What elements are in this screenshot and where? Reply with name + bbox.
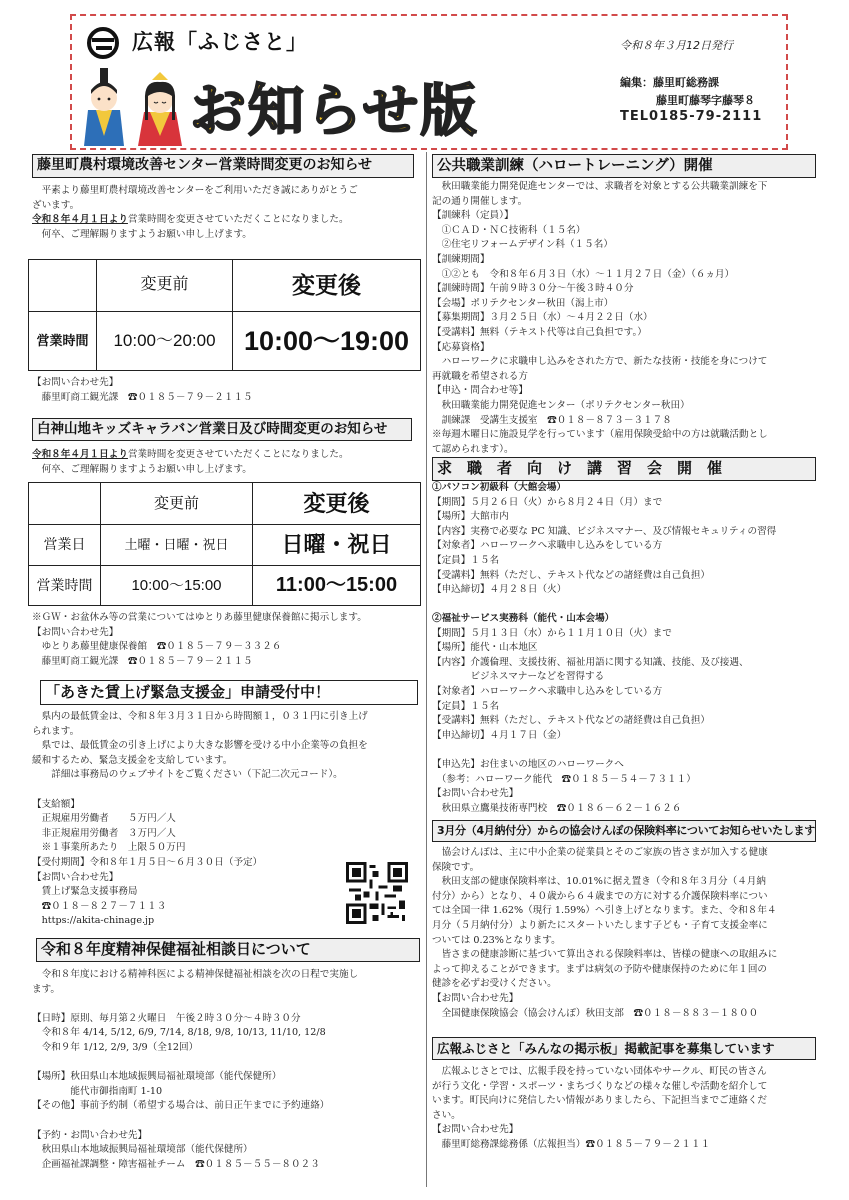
masthead bbox=[70, 14, 788, 150]
s6-course1: ①パソコン初級科（大館会場） 【期間】５月２６日（火）から８月２４日（月）まで 【場所】大館市内 【内容】実務で必要な PC 知識、ビジネスマナー、及び情報セキュリティの習得 【対象者】ハローワークへ求職申し込みをしている方 【定員】１５名 【受講料】無料（ただし、テキスト代などの諸経費は自己負担） 【申込締切】４月２８日（火） bbox=[432, 482, 777, 596]
s7-body: 協会けんぽは、主に中小企業の従業員とそのご家族の皆さまが加入する健康 保険です。 秋田支部の健康保険料率は、10.01%に据え置き（令和８年３月分（４月納 付分）から）となり、４０歳から６４歳までの方に対する介護保険料率につい ては全国一律 1.62%（現行 1.59%）へ引き上げとなります。また、令和８年４ 月分（５月納付分）より新たにスタートいたします子ども・子育て支援金率に ついては 0.23%となります。 皆さまの健康診断に基づいて算出される保険料率は、皆様の健康への取組みに よって抑えることができます。まずは病気の予防や健康保持のために年１回の 健診を必ずお受けください。 【お問い合わせ先】 全国健康保険協会（協会けんぽ）秋田支部 ☎０１８－８８３－１８００ bbox=[432, 847, 778, 1019]
issue-date: 令和８年３月12日発行 bbox=[620, 39, 733, 52]
s5-body: 秋田職業能力開発促進センターでは、求職者を対象とする公共職業訓練を下 記の通り開催します。 【訓練科（定員）】 ①ＣＡＤ・ＮＣ技術科（１５名） ②住宅リフォームデザイン科（１５名） 【訓練期間】 ①②とも 令和８年６月３日（水）～１１月２７日（金）（６ヵ月） 【訓練時間】午前９時３０分～午後３時４０分 【会場】ポリテクセンター秋田（潟上市） 【募集期間】３月２５日（水）～４月２２日（水） 【受講料】無料（テキスト代等は自己負担です。） 【応募資格】 ハローワークに求職申し込みをされた方で、新たな技術・技能を身につけて 再就職を希望される方 【申込・問合わせ等】 秋田職業能力開発促進センター（ポリテクセンター秋田） 訓練課 受講生支援室 ☎０１８－８７３－３１７８ ※毎週木曜日に施設見学を行っています（雇用保険受給中の方は就職活動とし て認められます）。 bbox=[432, 181, 768, 455]
s8-body: 広報ふじさとでは、広報手段を持っていない団体やサークル、町民の皆さん が行う文化・学習・スポーツ・まちづくりなどの様々な催しや活動を紹介して います。町民向けに発信したい情報がありましたら、下記担当までご連絡くだ さい。 【お問い合わせ先】 藤里町総務課総務係（広報担当）☎０１８５－７９－２１１１ bbox=[432, 1066, 768, 1150]
newsletter-title: 広報「ふじさと」 bbox=[132, 30, 308, 54]
hina-doll-odairisama-icon bbox=[78, 66, 130, 148]
section-title-job-seeker-courses: 求 職 者 向 け 講 習 会 開 催 bbox=[432, 457, 816, 481]
section-title-bulletin-board: 広報ふじさと「みんなの掲示板」掲載記事を募集しています bbox=[432, 1037, 816, 1060]
section-title-hello-training: 公共職業訓練（ハロートレーニング）開催 bbox=[432, 154, 816, 178]
hina-doll-ohinasama-icon bbox=[134, 70, 186, 148]
s2-intro: 令和８年４月１日より営業時間を変更させていただくことになりました。 何卒、ご理解賜りますようお願い申し上げます。 bbox=[32, 449, 349, 475]
editor-info: 編集：藤里町総務課 藤里町藤琴字藤琴８ bbox=[620, 76, 755, 107]
notice-edition-title: お知らせ版 bbox=[190, 79, 479, 144]
s1-hours-table: 変更前 変更後 営業時間 10:00～20:00 10:00～19:00 bbox=[28, 259, 421, 371]
column-divider bbox=[426, 152, 427, 1187]
s1-intro: 平素より藤里町農村環境改善センターをご利用いただき誠にありがとうご ざいます。 令和８年４月１日より営業時間を変更させていただくことになりました。 何卒、ご理解賜りますようお願い申し上げます。 bbox=[32, 185, 358, 240]
editor-phone: TEL0185-79-2111 bbox=[620, 109, 763, 124]
section-title-kids-caravan: 白神山地キッズキャラバン営業日及び時間変更のお知らせ bbox=[32, 418, 412, 441]
section-title-health-insurance: 3月分（4月納付分）からの協会けんぽの保険料率についてお知らせいたします bbox=[432, 820, 816, 842]
s2-notes: ※ＧＷ・お盆休み等の営業についてはゆとりあ藤里健康保養館に掲示します。 【お問い合わせ先】 ゆとりあ藤里健康保養館 ☎０１８５－７９－３３２６ 藤里町商工観光課 ☎０１８５－７９－２１１５ bbox=[32, 612, 367, 667]
s3-body: 県内の最低賃金は、令和８年３月３１日から時間額１，０３１円に引き上げ られます。 県では、最低賃金の引き上げにより大きな影響を受ける中小企業等の負担を 緩和するため、緊急支援金を支給しています。 詳細は事務局のウェブサイトをご覧ください（下記二次元コード）。 【支給額】 正規雇用労働者 ５万円／人 非正規雇用労働者 ３万円／人 ※１事業所あたり 上限５０万円 【受付期間】令和８年１月５日～６月３０日（予定） 【お問い合わせ先】 賃上げ緊急支援事務局 ☎０１８－８２７－７１１３ https://akita-chinage.jp bbox=[32, 711, 368, 927]
section-title-mental-health: 令和８年度精神保健福祉相談日について bbox=[36, 938, 420, 962]
s1-contact: 【お問い合わせ先】 藤里町商工観光課 ☎０１８５－７９－２１１５ bbox=[32, 377, 253, 403]
qr-code-icon[interactable] bbox=[346, 862, 408, 924]
s2-schedule-table: 変更前 変更後 営業日 土曜・日曜・祝日 日曜・祝日 営業時間 10:00～15:00 11:00～15:00 bbox=[28, 482, 421, 606]
section-title-center-hours: 藤里町農村環境改善センター営業時間変更のお知らせ bbox=[32, 154, 414, 178]
section-title-wage-support: 「あきた賃上げ緊急支援金」申請受付中！ bbox=[40, 680, 418, 705]
town-emblem-icon bbox=[86, 26, 120, 60]
s4-body: 令和８年度における精神科医による精神保健福祉相談を次の日程で実施し ます。 【日時】原則、毎月第２火曜日 午後２時３０分～４時３０分 令和８年 4/14, 5/12, 6/9, 7/14, 8/18, 9/8, 10/13, 11/10, 12/8 令和９年 1/12, 2/9, 3/9（全12回） 【場所】秋田県山本地域振興局福祉環境部（能代保健所） 能代市御指南町 1-10 【その他】事前予約制（希望する場合は、前日正午までに予約連絡） 【予約・お問い合わせ先】 秋田県山本地域振興局福祉環境部（能代保健所） 企画福祉課調整・障害福祉チーム ☎０１８５－５５－８０２３ bbox=[32, 969, 359, 1170]
s6-course2: ②福祉サービス実務科（能代・山本会場） 【期間】５月１３日（水）から１１月１０日（火）まで 【場所】能代・山本地区 【内容】介護倫理、支援技術、福祉用語に関する知識、技能、及び接遇、 ビジネスマナーなどを習得する 【対象者】ハローワークへ求職申し込みをしている方 【定員】１５名 【受講料】無料（ただし、テキスト代などの諸経費は自己負担） 【申込締切】４月１７日（金） 【申込先】お住まいの地区のハローワークへ （参考：ハローワーク能代 ☎０１８５－５４－７３１１） 【お問い合わせ先】 秋田県立鷹巣技術専門校 ☎０１８６－６２－１６２６ bbox=[432, 613, 749, 814]
